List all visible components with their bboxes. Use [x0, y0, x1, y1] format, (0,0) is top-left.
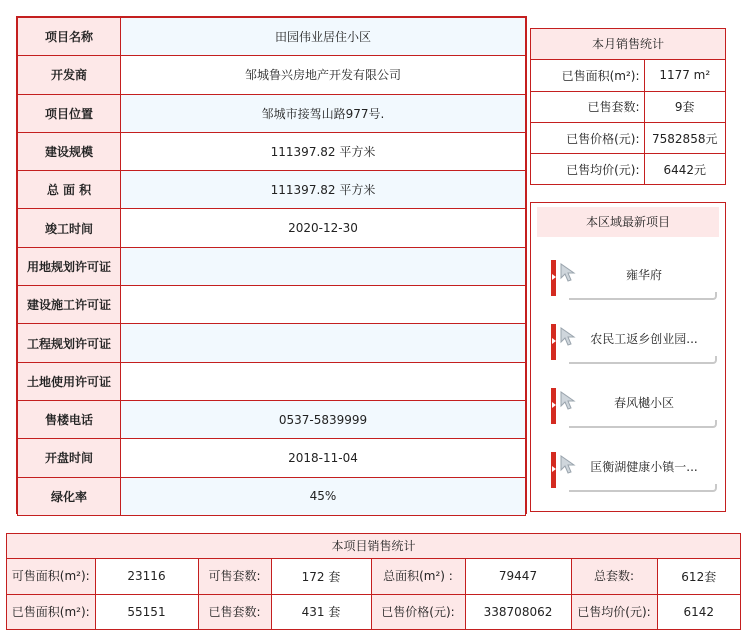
info-label: 建设施工许可证	[18, 286, 121, 324]
card-shadow	[569, 356, 717, 364]
info-label: 土地使用许可证	[18, 362, 121, 400]
info-label: 开盘时间	[18, 439, 121, 477]
sales-value: 79447	[465, 559, 571, 594]
monthly-row	[531, 91, 725, 122]
monthly-row	[531, 154, 725, 185]
info-row-opening	[18, 439, 526, 477]
sales-label: 已售套数:	[198, 594, 271, 629]
sales-row-available	[7, 559, 740, 594]
card-shadow	[569, 484, 717, 492]
monthly-value: 1177 m²	[644, 60, 725, 91]
info-label: 项目名称	[18, 18, 121, 56]
area-project-link[interactable]	[549, 388, 717, 428]
monthly-row	[531, 60, 725, 91]
info-row-name	[18, 18, 526, 56]
info-row-land-use-permit	[18, 362, 526, 400]
info-label: 绿化率	[18, 477, 121, 515]
area-project-link[interactable]	[549, 452, 717, 492]
info-row-construction-permit	[18, 286, 526, 324]
monthly-row	[531, 123, 725, 154]
sales-row-sold	[7, 594, 740, 629]
sales-value: 431 套	[271, 594, 371, 629]
info-row-scale	[18, 132, 526, 170]
info-value	[121, 362, 526, 400]
project-sales-panel	[6, 533, 741, 630]
info-value	[121, 247, 526, 285]
info-value	[121, 286, 526, 324]
info-label: 建设规模	[18, 132, 121, 170]
monthly-sales-panel	[530, 28, 726, 185]
info-value: 0537-5839999	[121, 400, 526, 438]
monthly-value: 6442元	[663, 163, 707, 178]
caret-right-icon	[552, 338, 556, 344]
info-value: 111397.82 平方米	[121, 171, 526, 209]
project-info-table	[16, 16, 527, 514]
sales-value: 338708062	[465, 594, 571, 629]
area-project-label: 匡衡湖健康小镇一...	[590, 460, 698, 474]
sales-label: 已售均价(元):	[571, 594, 657, 629]
info-row-land-permit	[18, 247, 526, 285]
caret-right-icon	[552, 274, 556, 280]
monthly-value: 7582858元	[644, 123, 725, 154]
info-label: 工程规划许可证	[18, 324, 121, 362]
caret-right-icon	[552, 466, 556, 472]
monthly-label: 已售价格(元):	[531, 123, 644, 154]
sales-label: 可售面积(m²):	[7, 559, 95, 594]
info-value: 111397.82 平方米	[121, 132, 526, 170]
info-label: 总 面 积	[18, 171, 121, 209]
info-value: 2020-12-30	[121, 209, 526, 247]
info-row-location	[18, 94, 526, 132]
sales-value: 612套	[657, 559, 740, 594]
area-project-label: 春风樾小区	[613, 396, 674, 410]
sales-label: 已售面积(m²):	[7, 594, 95, 629]
info-label: 售楼电话	[18, 400, 121, 438]
area-project-link[interactable]	[549, 260, 717, 300]
monthly-value: 9套	[644, 91, 725, 122]
sales-value: 55151	[95, 594, 198, 629]
info-row-developer	[18, 56, 526, 94]
info-value: 45%	[121, 477, 526, 515]
sales-value: 23116	[95, 559, 198, 594]
info-value: 田园伟业居住小区	[121, 18, 526, 56]
info-value: 邹城市接驾山路977号.	[121, 94, 526, 132]
info-value	[121, 324, 526, 362]
info-label: 开发商	[18, 56, 121, 94]
project-sales-title: 本项目销售统计	[7, 534, 740, 559]
area-project-link[interactable]	[549, 324, 717, 364]
info-row-phone	[18, 400, 526, 438]
area-project-label: 农民工返乡创业园...	[590, 332, 698, 346]
info-value: 2018-11-04	[121, 439, 526, 477]
monthly-label: 已售面积(m²):	[531, 60, 644, 91]
info-row-total-area	[18, 171, 526, 209]
area-newest-panel	[530, 202, 726, 512]
sales-label: 已售价格(元):	[371, 594, 465, 629]
monthly-label: 已售均价(元):	[531, 154, 644, 185]
info-row-greening	[18, 477, 526, 515]
card-shadow	[569, 292, 717, 300]
info-row-planning-permit	[18, 324, 526, 362]
card-shadow	[569, 420, 717, 428]
info-label: 用地规划许可证	[18, 247, 121, 285]
sales-label: 总套数:	[571, 559, 657, 594]
info-value: 邹城鲁兴房地产开发有限公司	[121, 56, 526, 94]
sales-label: 总面积(m²) :	[371, 559, 465, 594]
sales-value: 6142	[683, 604, 715, 619]
sales-label: 可售套数:	[198, 559, 271, 594]
sales-value: 172 套	[271, 559, 371, 594]
monthly-label: 已售套数:	[531, 91, 644, 122]
info-row-completion	[18, 209, 526, 247]
area-newest-title: 本区域最新项目	[537, 207, 719, 237]
info-label: 竣工时间	[18, 209, 121, 247]
monthly-sales-title: 本月销售统计	[531, 29, 725, 60]
info-label: 项目位置	[18, 94, 121, 132]
caret-right-icon	[552, 402, 556, 408]
area-project-label: 雍华府	[625, 268, 662, 282]
